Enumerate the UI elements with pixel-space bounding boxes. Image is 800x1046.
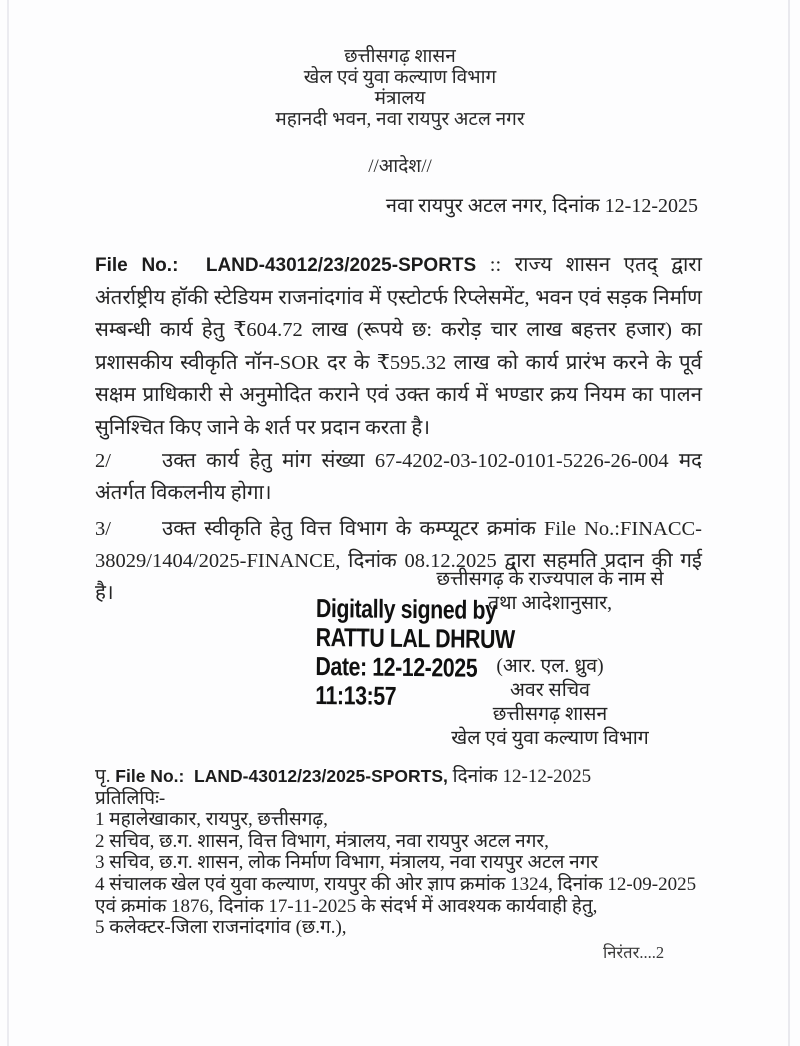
clause-3-text: उक्त स्वीकृति हेतु वित्त विभाग के कम्प्यूटर क्रमांक File No.:FINACC-38029/1404/2025-FINANCE, दिनांक 08.12.2025 द्वारा सहमति प्रदान की गई है।: [95, 517, 702, 605]
file-number: File No.: LAND-43012/23/2025-SPORTS: [95, 254, 477, 276]
clause-2-number: 2/: [95, 449, 111, 472]
order-title: //आदेश//: [368, 156, 432, 177]
ministry-name: मंत्रालय: [374, 88, 426, 109]
authority-line-1: छत्तीसगढ़ के राज्यपाल के नाम से: [436, 569, 664, 590]
copy-item: 4 संचालक खेल एवं युवा कल्याण, रायपुर की ओर ज्ञाप क्रमांक 1324, दिनांक 12-09-2025 एवं क्रमांक 1876, दिनांक 17-11-2025 के संदर्भ में आवश्यक कार्यवाही हेतु,: [95, 873, 697, 917]
clause-2-paragraph: [95, 445, 702, 510]
copy-item: 2 सचिव, छ.ग. शासन, वित्त विभाग, मंत्रालय, नवा रायपुर अटल नगर,: [95, 830, 549, 852]
copies-label: प्रतिलिपिः-: [95, 787, 166, 809]
authority-statement: [405, 568, 695, 615]
clause-3-number: 3/: [95, 517, 111, 540]
department-name: खेल एवं युवा कल्याण विभाग: [303, 67, 497, 88]
place-date-line: नवा रायपुर अटल नगर, दिनांक 12-12-2025: [385, 195, 698, 217]
government-name: छत्तीसगढ़ शासन: [344, 46, 456, 67]
endorsement-prefix: पृ.: [95, 766, 116, 787]
building-address: महानदी भवन, नवा रायपुर अटल नगर: [275, 109, 525, 130]
stamp-line-3: Date: 12-12-2025: [315, 650, 478, 683]
signer-title: अवर सचिव: [509, 680, 591, 701]
signer-block: [405, 655, 695, 751]
signer-org-1: छत्तीसगढ़ शासन: [492, 704, 608, 725]
endorsement-date: दिनांक 12-12-2025: [447, 766, 592, 787]
continuation-marker: निरंतर....2: [603, 943, 665, 962]
authority-line-2: तथा आदेशानुसार,: [487, 592, 612, 614]
endorsement-file-number: File No.: LAND-43012/23/2025-SPORTS,: [115, 766, 448, 786]
stamp-line-2: RATTU LAL DHRUW: [315, 621, 515, 655]
sanction-text: राज्य शासन एतद् द्वारा अंतर्राष्ट्रीय हॉकी स्टेडियम राजनांदगांव में एस्टोटर्फ रिप्लेसमेंट, भवन एवं सड़क निर्माण सम्बन्धी कार्य हेतु ₹604.72 लाख (रूपये छ: करोड़ चार लाख बहत्तर हजार) का प्रशासकीय स्वीकृति नॉन-SOR दर के ₹595.32 लाख को कार्य प्रारंभ करने के पूर्व सक्षम प्राधिकारी से अनुमोदित कराने एवं उक्त कार्य में भण्डार क्रय नियम का पालन सुनिश्चित किए जाने के शर्त पर प्रदान करता है।: [95, 253, 702, 439]
endorsement-line: [95, 766, 709, 788]
clause-2-text: उक्त कार्य हेतु मांग संख्या 67-4202-03-102-0101-5226-26-004 मद अंतर्गत विकलनीय होगा।: [95, 449, 702, 504]
sanction-paragraph: [95, 249, 702, 444]
copy-item: 1 महालेखाकार, रायपुर, छत्तीसगढ़,: [95, 809, 328, 831]
copy-item: 3 सचिव, छ.ग. शासन, लोक निर्माण विभाग, मंत्रालय, नवा रायपुर अटल नगर: [95, 852, 599, 874]
signer-name: (आर. एल. ध्रुव): [496, 656, 604, 677]
copy-item: 5 कलेक्टर-जिला राजनांदगांव (छ.ग.),: [95, 917, 347, 939]
endorsement-section: [95, 766, 709, 939]
signer-org-2: खेल एवं युवा कल्याण विभाग: [451, 728, 649, 749]
stamp-line-1: Digitally signed by: [315, 593, 497, 625]
separator: ::: [476, 253, 515, 276]
stamp-line-4: 11:13:57: [315, 679, 397, 711]
letterhead: [0, 46, 800, 130]
